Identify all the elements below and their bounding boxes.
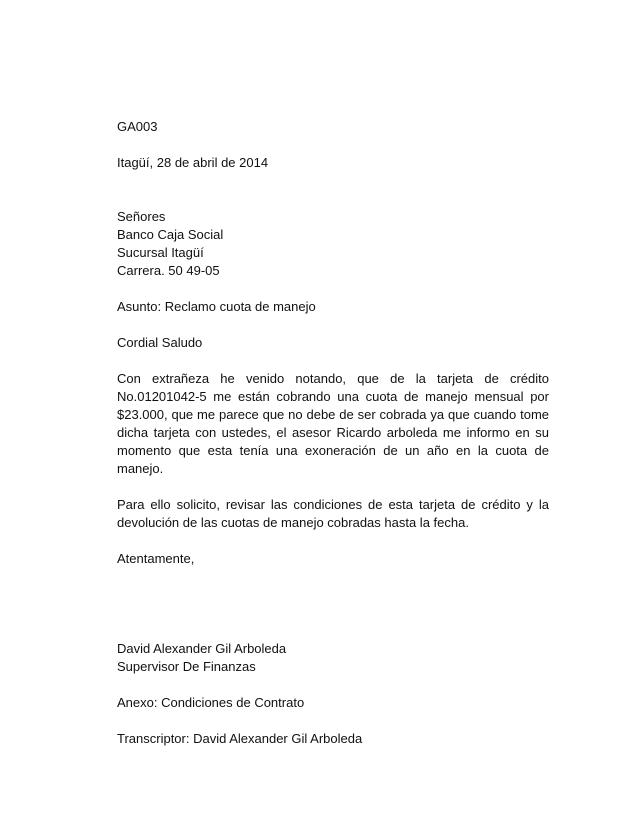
closing: Atentamente, [117, 551, 195, 566]
signature-name: David Alexander Gil Arboleda [117, 641, 287, 656]
spacer [117, 352, 549, 370]
spacer [117, 712, 549, 730]
document-code: GA003 [117, 119, 158, 134]
spacer [117, 280, 549, 298]
place-date: Itagüí, 28 de abril de 2014 [117, 155, 269, 170]
annex-line: Anexo: Condiciones de Contrato [117, 695, 305, 710]
subject-line: Asunto: Reclamo cuota de manejo [117, 299, 316, 314]
transcriber-line: Transcriptor: David Alexander Gil Arboleda [117, 731, 363, 746]
recipient-salutation: Señores [117, 209, 166, 224]
greeting: Cordial Saludo [117, 335, 203, 350]
spacer [117, 316, 549, 334]
body-paragraph-1: Con extrañeza he venido notando, que de la tarjeta de crédito No.01201042-5 me están cobrando una cuota de manejo mensual por $23.000, que me parece que no debe de ser cobrada ya que cuando tome dicha tarjeta con ustedes, el asesor Ricardo arboleda me informo en su momento que esta tenía una exoneración de un año en la cuota de manejo. [117, 371, 549, 476]
spacer [117, 478, 549, 496]
spacer [117, 172, 549, 208]
spacer [117, 532, 549, 550]
recipient-block [117, 208, 549, 280]
signature-title: Supervisor De Finanzas [117, 659, 256, 674]
signature-block [117, 640, 549, 676]
recipient-address: Carrera. 50 49-05 [117, 263, 220, 278]
signature-space [117, 568, 549, 640]
recipient-bank: Banco Caja Social [117, 227, 224, 242]
body-paragraph-2: Para ello solicito, revisar las condiciones de esta tarjeta de crédito y la devolución de las cuotas de manejo cobradas hasta la fecha. [117, 497, 549, 530]
spacer [117, 136, 549, 154]
spacer [117, 676, 549, 694]
recipient-branch: Sucursal Itagüí [117, 245, 204, 260]
letter-body [117, 118, 549, 748]
